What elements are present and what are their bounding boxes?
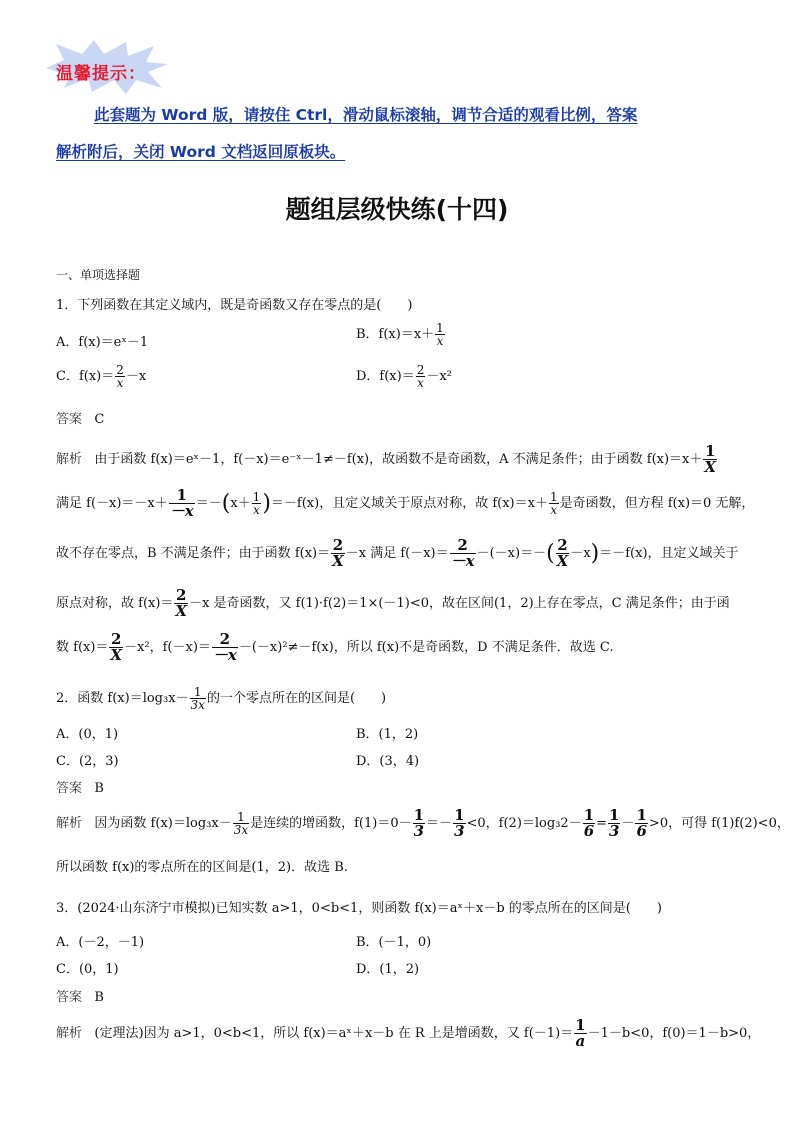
analysis-text: －: [621, 816, 635, 831]
fraction: [169, 488, 195, 519]
denominator: x: [436, 334, 444, 348]
denominator: 3x: [190, 698, 205, 712]
fraction: [212, 632, 238, 663]
q1-option-a: A．f(x)＝eˣ－1: [56, 335, 149, 350]
q1-option-b: [356, 322, 446, 347]
analysis-text: －(－x)²≠－f(x)，所以 f(x)不是奇函数，D 不满足条件．故选 C.: [238, 640, 614, 655]
denominator: －x: [450, 552, 475, 570]
q1-analysis-line-5: [56, 632, 613, 663]
q2-option-d: D．(3，4): [356, 754, 420, 769]
analysis-text: －1－b<0，f(0)＝1－b>0，: [587, 1026, 761, 1041]
q2-option-b: B．(1，2): [356, 727, 419, 742]
analysis-text: (定理法)因为 a>1，0<b<1，所以 f(x)＝aˣ＋x－b 在 R 上是增函数，又 f(－1)＝: [94, 1026, 574, 1041]
denominator: 3: [413, 822, 425, 840]
analysis-text: ＝－: [426, 816, 453, 831]
analysis-text: 是奇函数，但方程 f(x)＝0 无解，: [559, 496, 755, 511]
answer-label: 答案: [56, 990, 83, 1005]
answer-value: C: [94, 412, 105, 427]
answer-value: B: [94, 990, 104, 1005]
q2-option-a: A．(0，1): [56, 727, 119, 742]
analysis-text: 故不存在零点，B 不满足条件；由于函数 f(x)＝: [56, 546, 331, 561]
denominator: X: [175, 602, 188, 620]
fraction: [450, 538, 476, 569]
numerator: 1: [436, 321, 444, 335]
analysis-text: x＋: [230, 496, 251, 511]
section-heading: 一、单项选择题: [56, 268, 141, 282]
q1-stem: 1．下列函数在其定义域内，既是奇函数又存在零点的是( ): [56, 298, 413, 313]
fraction: [115, 364, 125, 389]
denominator: X: [704, 458, 717, 476]
analysis-label: 解析: [56, 452, 83, 467]
q3-option-d: D．(1，2): [356, 962, 420, 977]
analysis-text: 由于函数 f(x)＝eˣ－1，f(－x)＝e⁻ˣ－1≠－f(x)，故函数不是奇函数，A 不满足条件；由于函数 f(x)＝x＋: [94, 452, 703, 467]
numerator: 2: [116, 363, 124, 377]
numerator: 2: [450, 538, 476, 554]
analysis-label: 解析: [56, 816, 83, 831]
analysis-text: =: [596, 816, 608, 831]
analysis-label: 解析: [56, 1026, 83, 1041]
denominator: x: [116, 376, 124, 390]
fraction: [252, 491, 262, 516]
q1-option-d: [356, 364, 452, 389]
denominator: X: [110, 646, 123, 664]
denominator: X: [332, 552, 344, 570]
numerator: 1: [413, 806, 425, 824]
analysis-text: －x 满足 f(－x)＝: [345, 546, 449, 561]
answer-label: 答案: [56, 781, 83, 796]
q2-answer: [56, 777, 104, 796]
answer-value: B: [94, 781, 104, 796]
denominator: 3: [454, 822, 465, 840]
analysis-text: －x 是奇函数，又 f(1)·f(2)＝1×(－1)<0，故在区间(1，2)上存在零点，C 满足条件；由于函: [189, 596, 730, 611]
numerator: 1: [190, 686, 206, 699]
fraction: [435, 322, 445, 347]
q2-stem-text: 2．函数 f(x)＝log₃x－: [56, 691, 189, 706]
answer-label: 答案: [56, 412, 83, 427]
q1-analysis-line-4: [56, 588, 730, 619]
numerator: 1: [252, 490, 261, 504]
denominator: x: [550, 503, 558, 517]
fraction: [703, 444, 717, 475]
numerator: 2: [416, 363, 425, 377]
tip-badge: [42, 38, 172, 96]
page-title: 题组层级快练(十四): [285, 195, 509, 224]
numerator: 1: [575, 1016, 586, 1034]
numerator: 2: [557, 536, 568, 554]
denominator: －x: [169, 502, 194, 520]
fraction: [109, 632, 123, 663]
numerator: 1: [583, 806, 595, 824]
q1-answer: [56, 408, 104, 427]
analysis-text: －x: [570, 546, 591, 561]
denominator: X: [556, 552, 569, 570]
numerator: 1: [636, 806, 647, 824]
q2-stem: [56, 686, 386, 711]
q3-option-b: B．(－1，0): [356, 935, 432, 950]
fraction: [190, 686, 206, 711]
analysis-text: >0，可得 f(1)f(2)<0，: [648, 816, 790, 831]
analysis-text: ＝－f(x)，且定义域关于: [599, 546, 739, 561]
fraction: [574, 1018, 586, 1049]
fraction: [583, 808, 595, 839]
fraction: [233, 811, 249, 836]
analysis-text: ＝－f(x)，且定义域关于原点对称，故 f(x)＝x＋: [270, 496, 548, 511]
q3-analysis-line-1: [56, 1018, 760, 1049]
denominator: x: [253, 503, 260, 517]
numerator: 2: [176, 586, 187, 604]
analysis-text: ＝－: [195, 496, 222, 511]
notice-line-2: 解析附后，关闭 Word 文档返回原板块。: [56, 143, 346, 161]
numerator: 1: [233, 811, 249, 824]
fraction: [174, 588, 188, 619]
denominator: －x: [212, 646, 237, 664]
q1-analysis-line-1: [56, 444, 718, 475]
analysis-text: 满足 f(－x)＝－x＋: [56, 496, 168, 511]
analysis-text: 因为函数 f(x)＝log₃x－: [94, 816, 232, 831]
q1-option-c-text: C．f(x)＝: [56, 369, 115, 384]
q3-option-c: C．(0，1): [56, 962, 119, 977]
numerator: 1: [704, 442, 716, 460]
fraction: [608, 808, 620, 839]
denominator: 6: [583, 822, 595, 840]
q1-option-d-text: D．f(x)＝: [356, 369, 415, 384]
analysis-text: 数 f(x)＝: [56, 640, 109, 655]
analysis-text: －(－x)＝－: [476, 546, 547, 561]
tip-label: 温馨提示：: [56, 64, 146, 84]
fraction: [556, 538, 570, 569]
fraction: [453, 808, 465, 839]
q3-option-a: A．(－2，－1): [56, 935, 145, 950]
fraction: [331, 538, 345, 569]
q2-stem-text: 的一个零点所在的区间是( ): [206, 691, 387, 706]
q1-option-b-text: B．f(x)＝x＋: [356, 327, 435, 342]
q1-option-c: [56, 364, 146, 389]
numerator: 1: [609, 806, 620, 824]
q1-option-c-tail: －x: [125, 369, 147, 384]
denominator: 3: [609, 822, 620, 840]
q1-analysis-line-3: 故不存在零点，B 不满足条件；由于函数 f(x)＝ $\frac{2}{X}$ －x 满足 f(－x)＝ $\frac{2}{-x}$ －(－x)＝－( $\frac{2}{X}$ －x)＝－f(x)，且定义域关于: [56, 536, 739, 570]
q2-analysis-line-1: [56, 808, 790, 839]
q1-analysis-line-2: 满足 f(－x)＝－x＋ $\frac{1}{-x}$ ＝－(x＋ $\frac{1}{x}$ )＝－f(x)，且定义域关于原点对称，故 f(x)＝x＋ $\frac{1}{x}$ 是奇函数，但方程 f(x)＝0 无解，: [56, 486, 755, 520]
numerator: 2: [111, 630, 122, 648]
denominator: 3x: [233, 823, 249, 837]
numerator: 1: [169, 488, 195, 504]
fraction: [413, 808, 425, 839]
fraction: [635, 808, 647, 839]
analysis-text: 是连续的增函数，f(1)＝0－: [250, 816, 412, 831]
numerator: 1: [549, 490, 558, 504]
analysis-text: <0，f(2)＝log₃2－: [466, 816, 582, 831]
analysis-text: －x²，f(－x)＝: [124, 640, 211, 655]
notice-line-1: 此套题为 Word 版，请按住 Ctrl，滑动鼠标滚轴，调节合适的观看比例，答案: [94, 106, 638, 124]
q3-answer: [56, 986, 104, 1005]
q2-option-c: C．(2，3): [56, 754, 119, 769]
denominator: 6: [636, 822, 647, 840]
denominator: x: [417, 376, 424, 390]
q2-analysis-line-2: 所以函数 f(x)的零点所在的区间是(1，2)．故选 B.: [56, 860, 348, 875]
q1-option-d-tail: －x²: [426, 369, 452, 384]
analysis-text: 原点对称，故 f(x)＝: [56, 596, 174, 611]
q3-stem: 3．(2024·山东济宁市模拟)已知实数 a>1，0<b<1，则函数 f(x)＝aˣ＋x－b 的零点所在的区间是( ): [56, 901, 662, 916]
fraction: [549, 491, 559, 516]
numerator: 1: [454, 806, 465, 824]
numerator: 2: [212, 632, 238, 648]
fraction: [416, 364, 426, 389]
numerator: 2: [332, 536, 344, 554]
denominator: a: [575, 1032, 586, 1050]
